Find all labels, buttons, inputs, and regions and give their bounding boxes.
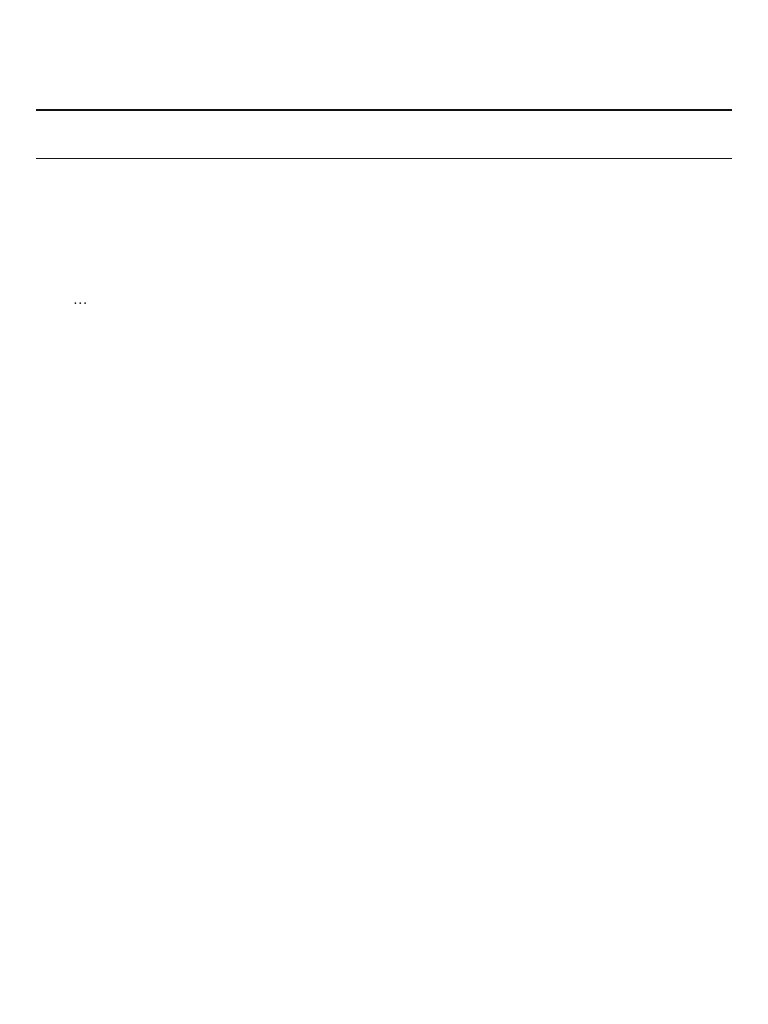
options	[73, 208, 736, 259]
question-1	[36, 208, 736, 259]
option-b[interactable]	[73, 309, 223, 326]
option-d[interactable]	[219, 208, 369, 225]
option-c[interactable]	[73, 242, 223, 259]
option-e[interactable]	[219, 225, 369, 242]
question-2	[36, 292, 736, 343]
option-a[interactable]	[73, 292, 223, 309]
options: …	[73, 292, 736, 343]
option-a[interactable]	[73, 208, 223, 225]
option-b[interactable]	[73, 225, 223, 242]
header-bottom-rule	[36, 158, 732, 159]
header-top-rule	[36, 109, 732, 111]
